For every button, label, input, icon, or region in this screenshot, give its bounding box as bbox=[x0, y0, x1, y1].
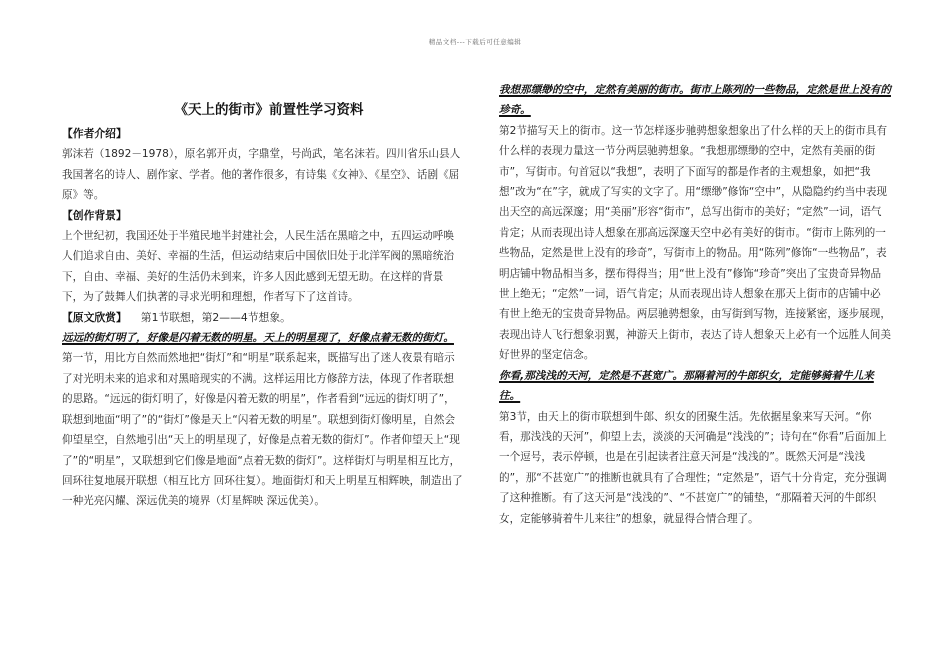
analysis-1: 第一节，用比方自然而然地把“街灯”和“明星”联系起来，既描写出了迷人夜景有暗示了对光明未来的追求和对黑暗现实的不满。这样运用比方修辞方法，体现了作者联想的思路。“远远的街灯明了，好像是闪着无数的明星”，作者看到“远远的街灯明了”，联想到地面“明了”的“街灯”像是天上“闪着无数的明星”。联想到街灯像明星，自然会仰望星空，自然地引出“天上的明星现了，好像是点着无数的街灯”。作者仰望天上“现了”的“明星”，又联想到它们像是地面“点着无数的街灯”。这样街灯与明星相互比方，回环往复地展开联想（相互比方 回环往复）。地面街灯和天上明星互相辉映，制造出了一种光亮闪耀、深远优美的境界（灯星辉映 深远优美）。 bbox=[62, 352, 463, 508]
appreciation-heading-label: 【原文欣赏】 bbox=[62, 310, 127, 324]
analysis-3: 第3节，由天上的街市联想到牛郎、织女的团聚生活。先依据星象来写天河。“你看，那浅浅的天河”，仰望上去，淡淡的天河确是“浅浅的”；诗句在“你看”后面加上一个逗号，表示停顿，也是在引起读者注意天河是“浅浅的”。既然天河是“浅浅的”，那“不甚宽广”的推断也就具有了合理性；“定然是”，语气十分肯定，充分强调了这种推断。有了这天河是“浅浅的”、“不甚宽广”的铺垫，“那隔着天河的牛郎织女，定能够骑着牛儿来往”的想象，就显得合情合理了。 bbox=[499, 410, 887, 525]
stanza-3: 你看,那浅浅的天河，定然是不甚宽广。那隔着河的牛郎织女，定能够骑着牛儿来往。 bbox=[499, 369, 874, 403]
author-text: 郭沫若（1892－1978），原名郭开贞，字鼎堂，号尚武，笔名沫若。四川省乐山县人我国著名的诗人、剧作家、学者。他的著作很多，有诗集《女神》、《星空》、话剧《屈原》等。 bbox=[62, 148, 461, 202]
appreciation-heading bbox=[62, 308, 464, 328]
stanza-1: 远远的街灯明了，好像是闪着无数的明星。天上的明星现了，好像点着无数的街灯。 bbox=[62, 332, 454, 345]
appreciation-heading-tail: 第1节联想，第2——4节想象。 bbox=[140, 310, 291, 324]
stanza-2: 我想那缥缈的空中，定然有美丽的街市。街市上陈列的一些物品，定然是世上没有的珍奇。 bbox=[499, 84, 891, 117]
background-text: 上个世纪初，我国还处于半殖民地半封建社会，人民生活在黑暗之中，五四运动呼唤人们追求自由、美好、幸福的生活，但运动结束后中国依旧处于北洋军阀的黑暗统治下，自由、幸福、美好的生活仍未到来，许多人因此感到无望无助。在这样的背景下，为了鼓舞人们执著的寻求光明和理想，作者写下了这首诗。 bbox=[62, 230, 454, 304]
header-note: 精品文档---下载后可任意编辑 bbox=[428, 38, 522, 46]
background-heading: 【创作背景】 bbox=[62, 208, 127, 222]
author-heading: 【作者介绍】 bbox=[62, 127, 127, 140]
right-column bbox=[499, 80, 891, 529]
left-column bbox=[62, 98, 464, 512]
document-title: 《天上的街市》前置性学习资料 bbox=[174, 102, 364, 118]
analysis-2: 第2节描写天上的街市。这一节怎样逐步驰骋想象想象出了什么样的天上的街市具有什么样的表现力量这一节分两层驰骋想象。“我想那缥缈的空中，定然有美丽的街市”，写街市。句首冠以“我想”，表明了下面写的都是作者的主观想象，如把“我想”改为“在”字，就成了写实的文字了。用“缥缈”修饰“空中”，从隐隐约约当中表现出天空的高远深邃；用“美丽”形容“街市”，总写出街市的美好；“定然”一词，语气肯定；从而表现出诗人想象在那高远深邃天空中必有美好的街市。“街市上陈列的一些物品，定然是世上没有的珍奇”，写街市上的物品。用“陈列”修饰“一些物品”，表明店铺中物品相当多，摆布得得当；用“世上没有”修饰“珍奇”突出了宝贵奇异物品世上绝无；“定然”一词，语气肯定；从而表现出诗人想象在那天上街市的店铺中必有世上绝无的宝贵奇异物品。两层驰骋想象，由写街到写物，连接紧密，逐步展现，表现出诗人飞行想象羽翼，神游天上街市，表达了诗人想象天上必有一个远胜人间美好世界的坚定信念。 bbox=[499, 124, 891, 362]
